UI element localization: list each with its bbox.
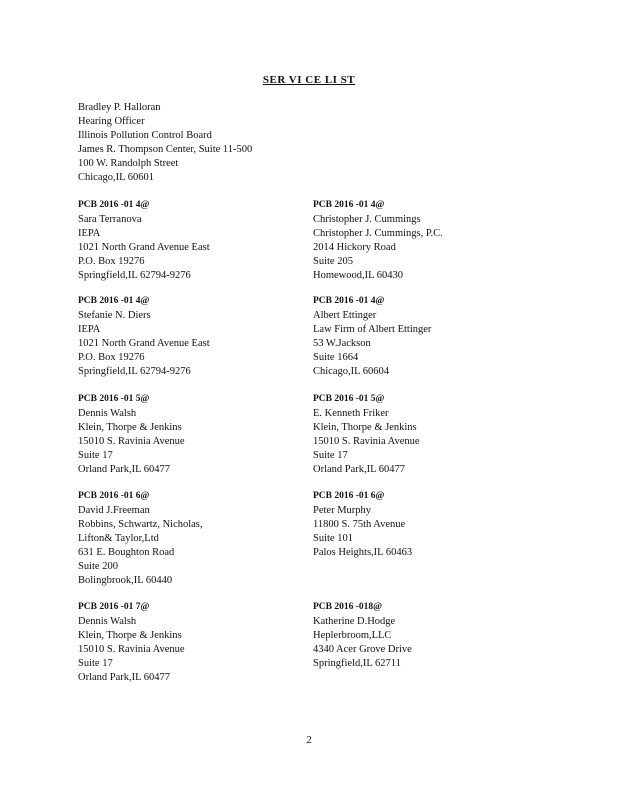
service-entry [78, 600, 313, 685]
address-line: Suite 17 [78, 450, 113, 461]
address-line: IEPA [78, 228, 101, 239]
service-entry [313, 489, 548, 560]
case-number: PCB 2016 -01 4@ [313, 200, 385, 210]
page-number: 2 [306, 734, 312, 746]
address-line: 2014 Hickory Road [313, 242, 396, 253]
address-line: P.O. Box 19276 [78, 256, 145, 267]
address-line: Suite 17 [78, 658, 113, 669]
title-text: SER VI CE LI ST [262, 74, 356, 86]
address-line: Suite 200 [78, 561, 118, 572]
case-number: PCB 2016 -01 7@ [78, 602, 150, 612]
address-line: Suite 101 [313, 533, 353, 544]
service-entry [78, 392, 313, 477]
address-line: Robbins, Schwartz, Nicholas, [78, 519, 203, 530]
address-line: 53 W.Jackson [313, 338, 371, 349]
service-entry [78, 489, 313, 588]
address-line: David J.Freeman [78, 505, 150, 516]
address-line: Lifton& Taylor,Ltd [78, 533, 159, 544]
address-line: Stefanie N. Diers [78, 310, 151, 321]
address-line: Christopher J. Cummings, P.C. [313, 228, 443, 239]
address-line: 4340 Acer Grove Drive [313, 644, 412, 655]
address-line: Springfield,IL 62794-9276 [78, 366, 191, 377]
case-number: PCB 2016 -01 4@ [78, 296, 150, 306]
address-line: Klein, Thorpe & Jenkins [78, 630, 182, 641]
address-line: Heplerbroom,LLC [313, 630, 392, 641]
page-title [0, 74, 618, 86]
address-line: 15010 S. Ravinia Avenue [78, 436, 185, 447]
address-line: Albert Ettinger [313, 310, 377, 321]
address-line: Suite 205 [313, 256, 353, 267]
service-entry [78, 294, 313, 379]
address-line: Dennis Walsh [78, 616, 137, 627]
service-entry [313, 392, 548, 477]
address-line: Klein, Thorpe & Jenkins [78, 422, 182, 433]
address-line: Chicago,IL 60604 [313, 366, 390, 377]
case-number: PCB 2016 -018@ [313, 602, 383, 612]
case-number: PCB 2016 -01 6@ [78, 491, 150, 501]
address-line: 1021 North Grand Avenue East [78, 242, 210, 253]
officer-line: James R. Thompson Center, Suite 11-500 [78, 144, 253, 155]
address-line: 1021 North Grand Avenue East [78, 338, 210, 349]
officer-line: Chicago,IL 60601 [78, 172, 155, 183]
address-line: Springfield,IL 62794-9276 [78, 270, 191, 281]
address-line: Homewood,IL 60430 [313, 270, 404, 281]
address-line: 11800 S. 75th Avenue [313, 519, 406, 530]
service-entry [313, 600, 548, 671]
service-entry [313, 198, 548, 283]
address-line: Dennis Walsh [78, 408, 137, 419]
address-line: 15010 S. Ravinia Avenue [78, 644, 185, 655]
case-number: PCB 2016 -01 4@ [78, 200, 150, 210]
address-line: IEPA [78, 324, 101, 335]
case-number: PCB 2016 -01 4@ [313, 296, 385, 306]
address-line: 631 E. Boughton Road [78, 547, 175, 558]
service-entry [313, 294, 548, 379]
officer-line: Bradley P. Halloran [78, 102, 161, 113]
address-line: Katherine D.Hodge [313, 616, 396, 627]
service-entry [78, 198, 313, 283]
address-line: Christopher J. Cummings [313, 214, 421, 225]
case-number: PCB 2016 -01 5@ [313, 394, 385, 404]
address-line: Orland Park,IL 60477 [78, 672, 171, 683]
address-line: Orland Park,IL 60477 [313, 464, 406, 475]
address-line: Suite 17 [313, 450, 348, 461]
officer-line: 100 W. Randolph Street [78, 158, 179, 169]
address-line: Law Firm of Albert Ettinger [313, 324, 432, 335]
case-number: PCB 2016 -01 5@ [78, 394, 150, 404]
address-line: Peter Murphy [313, 505, 372, 516]
case-number: PCB 2016 -01 6@ [313, 491, 385, 501]
address-line: Bolingbrook,IL 60440 [78, 575, 173, 586]
address-line: Palos Heights,IL 60463 [313, 547, 413, 558]
officer-line: Hearing Officer [78, 116, 145, 127]
address-line: Springfield,IL 62711 [313, 658, 401, 669]
address-line: Orland Park,IL 60477 [78, 464, 171, 475]
address-line: 15010 S. Ravinia Avenue [313, 436, 420, 447]
address-line: Klein, Thorpe & Jenkins [313, 422, 417, 433]
address-line: Suite 1664 [313, 352, 359, 363]
address-line: Sara Terranova [78, 214, 142, 225]
officer-line: Illinois Pollution Control Board [78, 130, 212, 141]
address-line: E. Kenneth Friker [313, 408, 389, 419]
hearing-officer-block [78, 101, 313, 185]
address-line: P.O. Box 19276 [78, 352, 145, 363]
